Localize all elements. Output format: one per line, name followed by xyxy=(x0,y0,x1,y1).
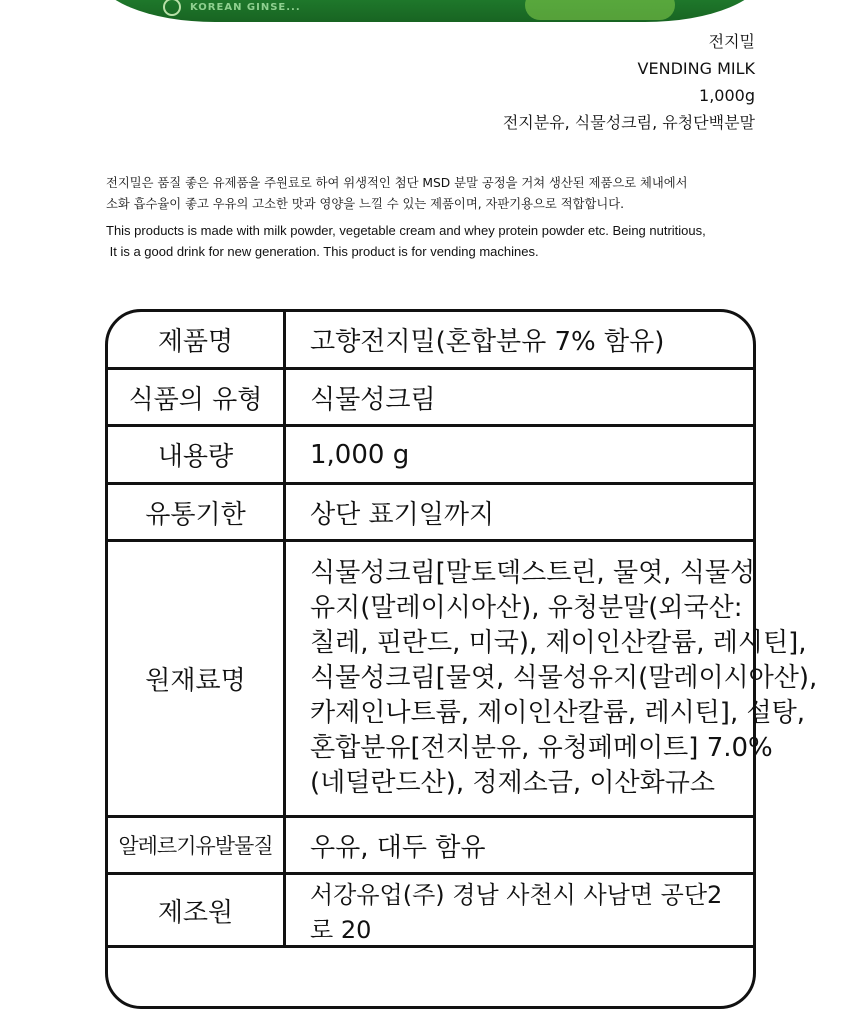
ingredient-line: 칠레, 핀란드, 미국), 제이인산칼륨, 레시틴], xyxy=(310,628,807,658)
table-row xyxy=(108,874,753,947)
row-value-food-type: 식물성크림 xyxy=(285,369,754,426)
product-ingredients-short: 전지분유, 식물성크림, 유청단백분말 xyxy=(502,113,755,132)
description-ko-line-2: 소화 흡수율이 좋고 우유의 고소한 맛과 영양을 느낄 수 있는 제품이며, 자판기용으로 적합합니다. xyxy=(106,197,624,211)
row-label-food-type: 식품의 유형 xyxy=(108,369,285,426)
row-label-expiry: 유통기한 xyxy=(108,484,285,541)
row-value-manufacturer: 서강유업(주) 경남 사천시 사남면 공단2로 20 xyxy=(285,874,754,947)
description-en-line-1: This products is made with milk powder, vegetable cream and whey protein powder etc. Being nutritious, xyxy=(106,223,706,238)
row-label-manufacturer: 제조원 xyxy=(108,874,285,947)
row-label-content: 내용량 xyxy=(108,426,285,484)
product-spec-table xyxy=(105,309,818,1009)
row-value-ingredients xyxy=(285,541,818,817)
ingredient-line: 유지(말레이시아산), 유청분말(외국산: xyxy=(310,593,743,623)
table-row xyxy=(108,541,753,817)
table-row xyxy=(108,369,753,426)
table-row xyxy=(108,484,753,541)
row-label-ingredients: 원재료명 xyxy=(108,541,285,817)
package-stripe xyxy=(525,0,675,20)
row-value-product-name: 고향전지밀(혼합분유 7% 함유) xyxy=(285,312,754,369)
brand-logo-icon xyxy=(163,0,181,16)
product-info xyxy=(503,28,755,136)
row-value-content: 1,000 g xyxy=(285,426,754,484)
row-value-expiry: 상단 표기일까지 xyxy=(285,484,754,541)
table-row xyxy=(108,312,753,369)
ingredient-line: (네덜란드산), 정제소금, 이산화규소 xyxy=(310,768,715,798)
table-row xyxy=(108,426,753,484)
description-ko-line-1: 전지밀은 품질 좋은 유제품을 주원료로 하여 위생적인 첨단 MSD 분말 공정을 거쳐 생산된 제품으로 체내에서 xyxy=(106,176,688,190)
ingredient-line: 식물성크림[말토덱스트린, 물엿, 식물성 xyxy=(310,558,756,588)
table-row xyxy=(108,817,753,874)
row-label-allergens: 알레르기유발물질 xyxy=(108,817,285,874)
product-weight: 1,000g xyxy=(699,86,755,105)
product-name-ko: 전지밀 xyxy=(708,32,755,51)
ingredient-line: 카제인나트륨, 제이인산칼륨, 레시틴], 설탕, xyxy=(310,698,805,728)
ingredient-line: 식물성크림[물엿, 식물성유지(말레이시아산), xyxy=(310,663,818,693)
row-label-product-name: 제품명 xyxy=(108,312,285,369)
product-package-image xyxy=(95,0,765,22)
description-en-line-2: It is a good drink for new generation. This product is for vending machines. xyxy=(106,244,539,259)
package-brand-text: KOREAN GINSE... xyxy=(190,2,301,13)
row-value-allergens: 우유, 대두 함유 xyxy=(285,817,754,874)
ingredient-line: 혼합분유[전지분유, 유청페메이트] 7.0% xyxy=(310,733,773,763)
product-description xyxy=(106,173,766,262)
product-name-en: VENDING MILK xyxy=(637,59,755,78)
